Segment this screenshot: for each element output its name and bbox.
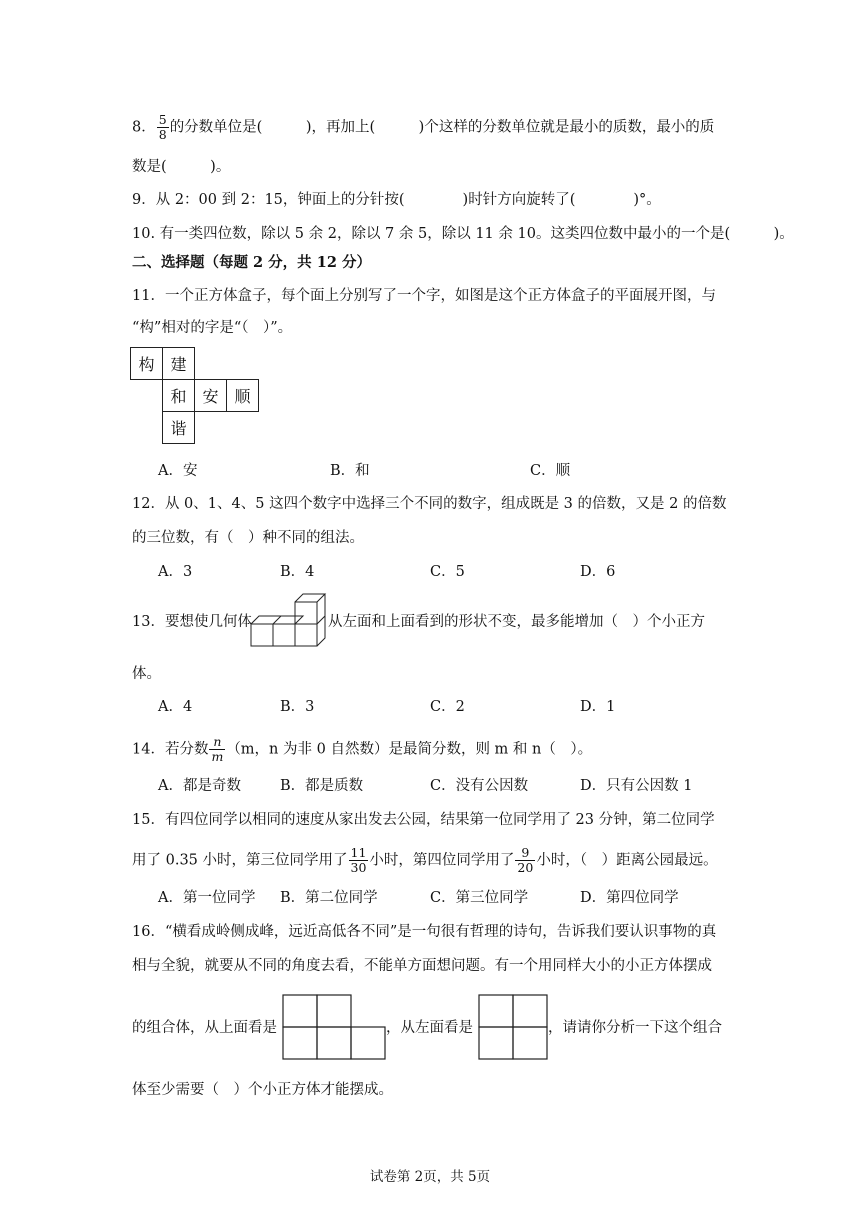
q15-line2	[132, 846, 718, 875]
net-cell: 建	[162, 347, 195, 380]
q11-option-a: A．安	[158, 463, 198, 479]
q14-option-d: D．只有公因数 1	[580, 778, 693, 794]
net-cell: 顺	[226, 379, 259, 412]
q11-line2: “构”相对的字是“（ ）”。	[132, 320, 293, 336]
q10-line: 10. 有一类四位数，除以 5 余 2，除以 7 余 5，除以 11 余 10。这类四位数中最小的一个是( )。	[132, 226, 794, 242]
q14-option-b: B．都是质数	[280, 778, 364, 794]
q8-line1	[132, 113, 714, 142]
q13-suffix: 从左面和上面看到的形状不变，最多能增加（ ）个小正方	[328, 614, 705, 630]
q15-option-a: A．第一位同学	[158, 890, 256, 906]
q11-option-b: B．和	[330, 463, 370, 479]
q14-line	[132, 735, 592, 764]
q12-option-b: B．4	[280, 564, 315, 580]
q13-prefix: 13．要想使几何体	[132, 614, 252, 630]
q13-option-c: C．2	[430, 699, 465, 715]
q16-top-view-figure	[282, 994, 386, 1061]
q15-option-b: B．第二位同学	[280, 890, 378, 906]
q14-frac-den: m	[211, 749, 224, 764]
q8-text: 的分数单位是( )，再加上( )个这样的分数单位就是最小的质数，最小的质	[169, 119, 715, 136]
q15-fraction-1	[350, 846, 368, 875]
page-footer: 试卷第 2页，共 5页	[369, 1169, 491, 1185]
q11-line1: 11．一个正方体盒子，每个面上分别写了一个字，如图是这个正方体盒子的平面展开图，与	[132, 288, 716, 304]
q15-option-d: D．第四位同学	[580, 890, 679, 906]
q16-left-view-figure	[478, 994, 548, 1061]
q16-part-b: ，从左面看是	[386, 1020, 473, 1036]
q14-option-c: C．没有公因数	[430, 778, 529, 794]
q12-option-c: C．5	[430, 564, 465, 580]
q12-option-d: D．6	[580, 564, 616, 580]
q14-prefix: 14．若分数	[132, 741, 209, 758]
q16-line4: 体至少需要（ ）个小正方体才能摆成。	[132, 1082, 393, 1098]
q13-option-d: D．1	[580, 699, 616, 715]
net-cell: 谐	[162, 411, 195, 444]
net-cell: 和	[162, 379, 195, 412]
q15-frac2-den: 20	[517, 860, 534, 875]
q12-line1: 12．从 0、1、4、5 这四个数字中选择三个不同的数字，组成既是 3 的倍数，又是 2 的倍数	[132, 496, 727, 512]
q15-frac1-den: 30	[350, 860, 367, 875]
cube-net	[130, 347, 266, 447]
q14-suffix: （m，n 为非 0 自然数）是最简分数，则 m 和 n（ ）。	[226, 741, 593, 758]
q8-frac-num: 5	[158, 112, 167, 127]
q13-option-b: B．3	[280, 699, 315, 715]
q12-option-a: A．3	[158, 564, 193, 580]
q15-part-b: 小时，第四位同学用了	[369, 852, 515, 869]
net-cell: 构	[130, 347, 163, 380]
q15-line1: 15．有四位同学以相同的速度从家出发去公园，结果第一位同学用了 23 分钟，第二位同学	[132, 812, 715, 828]
q15-part-a: 用了 0.35 小时，第三位同学用了	[132, 852, 348, 869]
q15-frac2-num: 9	[521, 845, 530, 860]
q12-line2: 的三位数，有（ ）种不同的组法。	[132, 530, 364, 546]
q8-fraction	[158, 113, 168, 142]
q16-line1: 16．“横看成岭侧成峰，远近高低各不同”是一句很有哲理的诗句，告诉我们要认识事物的真	[132, 924, 717, 940]
q9-line: 9．从 2：00 到 2：15，钟面上的分针按( )时针方向旋转了( )°。	[132, 192, 661, 208]
section-heading: 二、选择题（每题 2 分，共 12 分）	[132, 254, 371, 271]
q15-option-c: C．第三位同学	[430, 890, 529, 906]
q14-option-a: A．都是奇数	[158, 778, 241, 794]
q15-part-c: 小时，（ ）距离公园最远。	[536, 852, 718, 869]
q8-frac-den: 8	[158, 127, 167, 142]
q15-fraction-2	[516, 846, 534, 875]
q11-option-c: C．顺	[530, 463, 571, 479]
q14-fraction	[210, 735, 224, 764]
q16-line2: 相与全貌，就要从不同的角度去看，不能单方面想问题。有一个用同样大小的小正方体摆成	[132, 958, 712, 974]
q13-solid-figure	[250, 593, 328, 650]
q13-option-a: A．4	[158, 699, 193, 715]
q8-line2: 数是( )。	[132, 159, 231, 175]
q15-frac1-num: 11	[350, 845, 367, 860]
q16-part-a: 的组合体，从上面看是	[132, 1020, 277, 1036]
q16-part-c: ，请请你分析一下这个组合	[548, 1020, 722, 1036]
net-cell: 安	[194, 379, 227, 412]
q8-number: 8．	[132, 119, 156, 136]
q13-line2: 体。	[132, 666, 161, 682]
q14-frac-num: n	[213, 734, 222, 749]
